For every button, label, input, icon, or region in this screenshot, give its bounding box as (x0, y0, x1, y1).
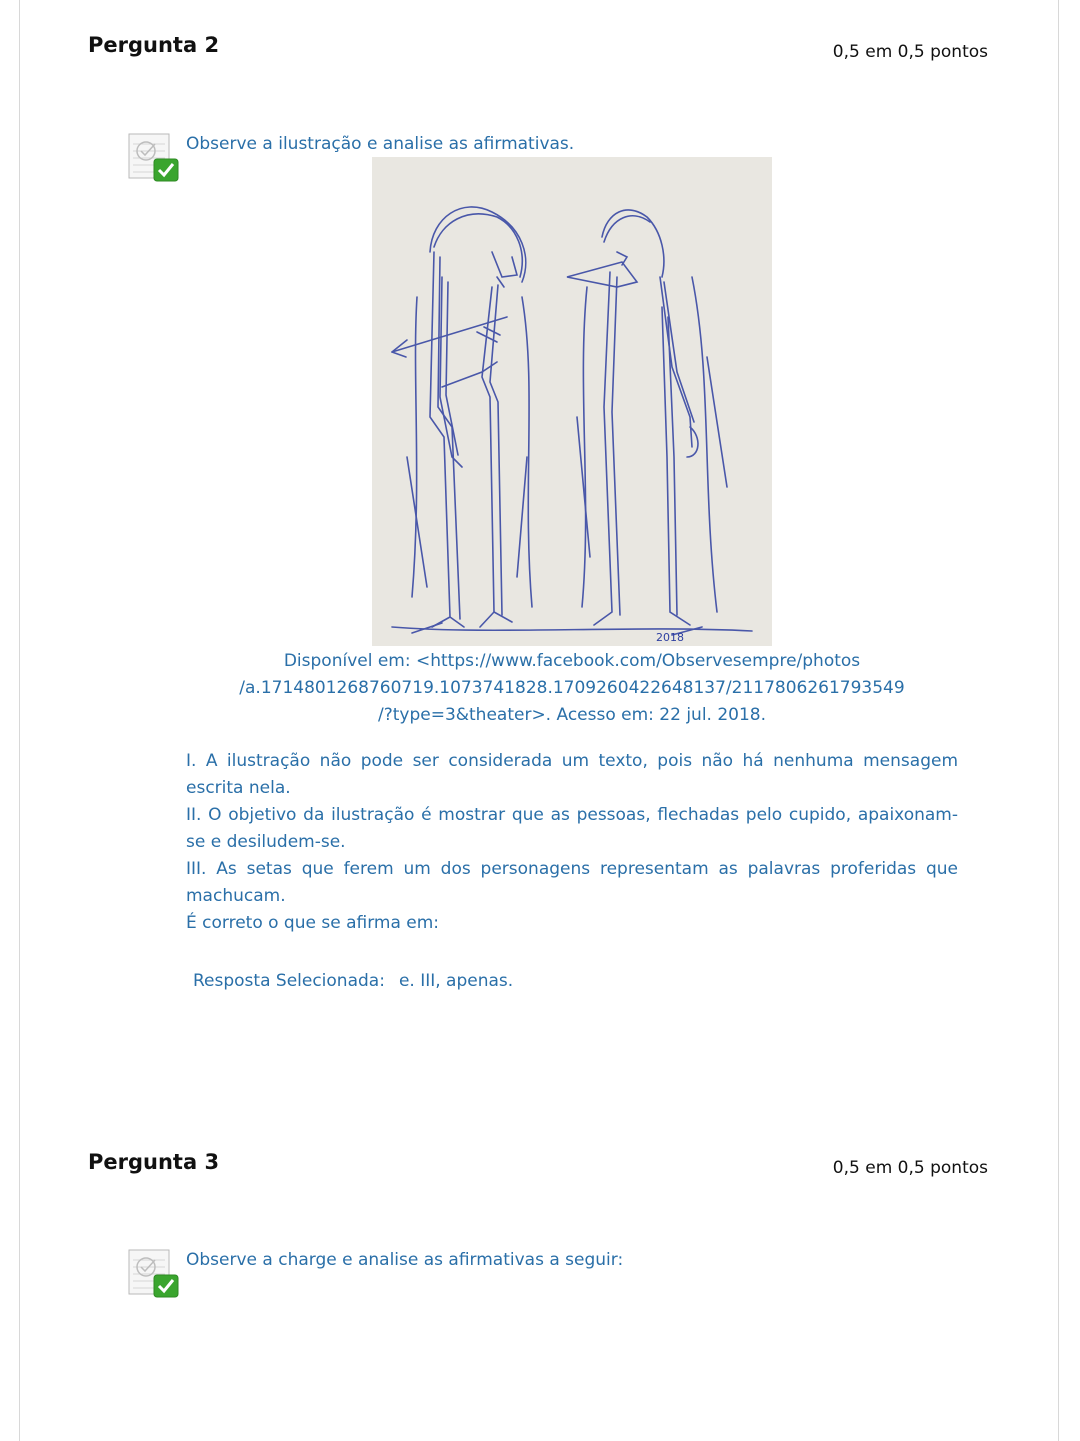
statement-iii: III. As setas que ferem um dos personagens representam as palavras proferidas que machucam. (186, 859, 958, 906)
question-3-title: Pergunta 3 (88, 1150, 220, 1174)
question-2-statements (186, 748, 958, 937)
image-source-citation (186, 648, 958, 729)
illustration-image (372, 157, 772, 646)
question-2-points: 0,5 em 0,5 pontos (832, 42, 988, 62)
source-line: Disponível em: <https://www.facebook.com/Observesempre/photos (283, 651, 861, 671)
correct-check-icon (128, 131, 180, 183)
source-line: /?type=3&theater>. Acesso em: 22 jul. 2018. (377, 705, 767, 725)
question-2-title: Pergunta 2 (88, 33, 220, 57)
source-line: /a.1714801268760719.1073741828.1709260422648137/2117806261793549 (239, 678, 905, 698)
question-ask: É correto o que se afirma em: (186, 913, 440, 933)
selected-answer-label: Resposta Selecionada: (193, 971, 385, 991)
statement-ii: II. O objetivo da ilustração é mostrar que as pessoas, flechadas pelo cupido, apaixonam-se e desiludem-se. (186, 805, 958, 852)
correct-check-icon (128, 1247, 180, 1299)
selected-answer (193, 971, 513, 991)
illustration-signature: 2018 (656, 631, 684, 644)
statement-i: I. A ilustração não pode ser considerada um texto, pois não há nenhuma mensagem escrita nela. (186, 751, 958, 798)
question-3-points: 0,5 em 0,5 pontos (832, 1158, 988, 1178)
selected-answer-value: e. III, apenas. (398, 971, 514, 991)
question-3-prompt: Observe a charge e analise as afirmativas a seguir: (186, 1250, 624, 1270)
question-2-prompt: Observe a ilustração e analise as afirmativas. (186, 134, 575, 154)
